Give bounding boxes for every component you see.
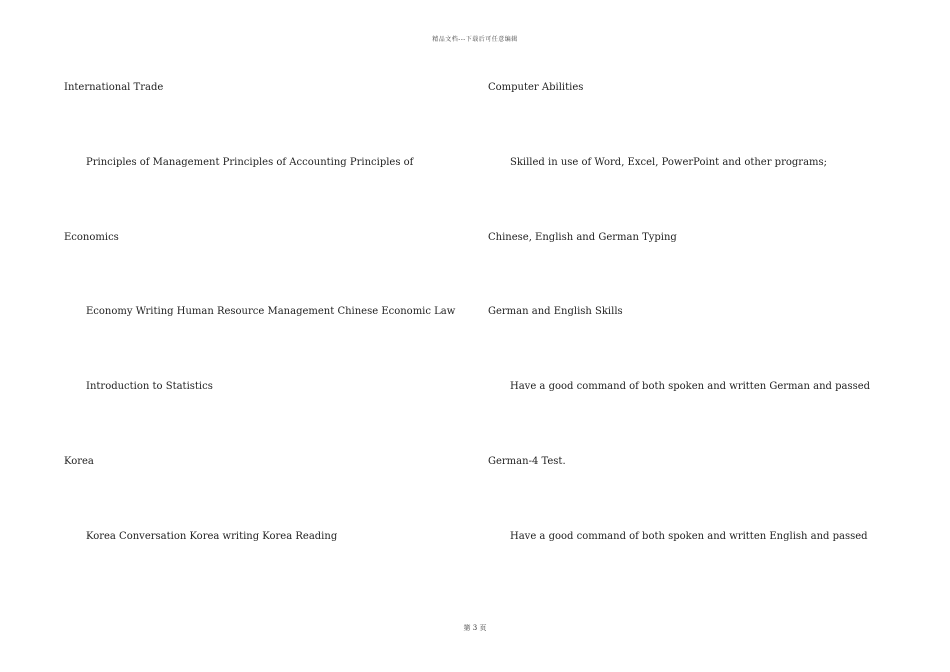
section-heading-international-trade: International Trade — [64, 82, 164, 93]
course-list-line: Principles of Management Principles of Accounting Principles of — [86, 157, 414, 168]
section-heading-korea: Korea — [64, 456, 94, 467]
skill-line: Chinese, English and German Typing — [488, 232, 677, 243]
section-heading-computer-abilities: Computer Abilities — [488, 82, 584, 93]
page-number: 第 3 页 — [463, 624, 487, 632]
skill-description: Have a good command of both spoken and written German and passed — [510, 381, 871, 392]
course-list-line: Korea Conversation Korea writing Korea Reading — [86, 531, 338, 542]
skill-description: Skilled in use of Word, Excel, PowerPoint and other programs; — [510, 157, 828, 168]
skill-description: Have a good command of both spoken and written English and passed — [510, 531, 868, 542]
page-header: 精品文档---下载后可任意编辑 — [432, 36, 518, 43]
course-list-continuation: Economics — [64, 232, 119, 243]
course-list-line: Economy Writing Human Resource Management Chinese Economic Law — [86, 306, 456, 317]
course-list-line: Introduction to Statistics — [86, 381, 213, 392]
section-heading-language-skills: German and English Skills — [488, 306, 623, 317]
skill-description-continuation: German-4 Test. — [488, 456, 566, 467]
